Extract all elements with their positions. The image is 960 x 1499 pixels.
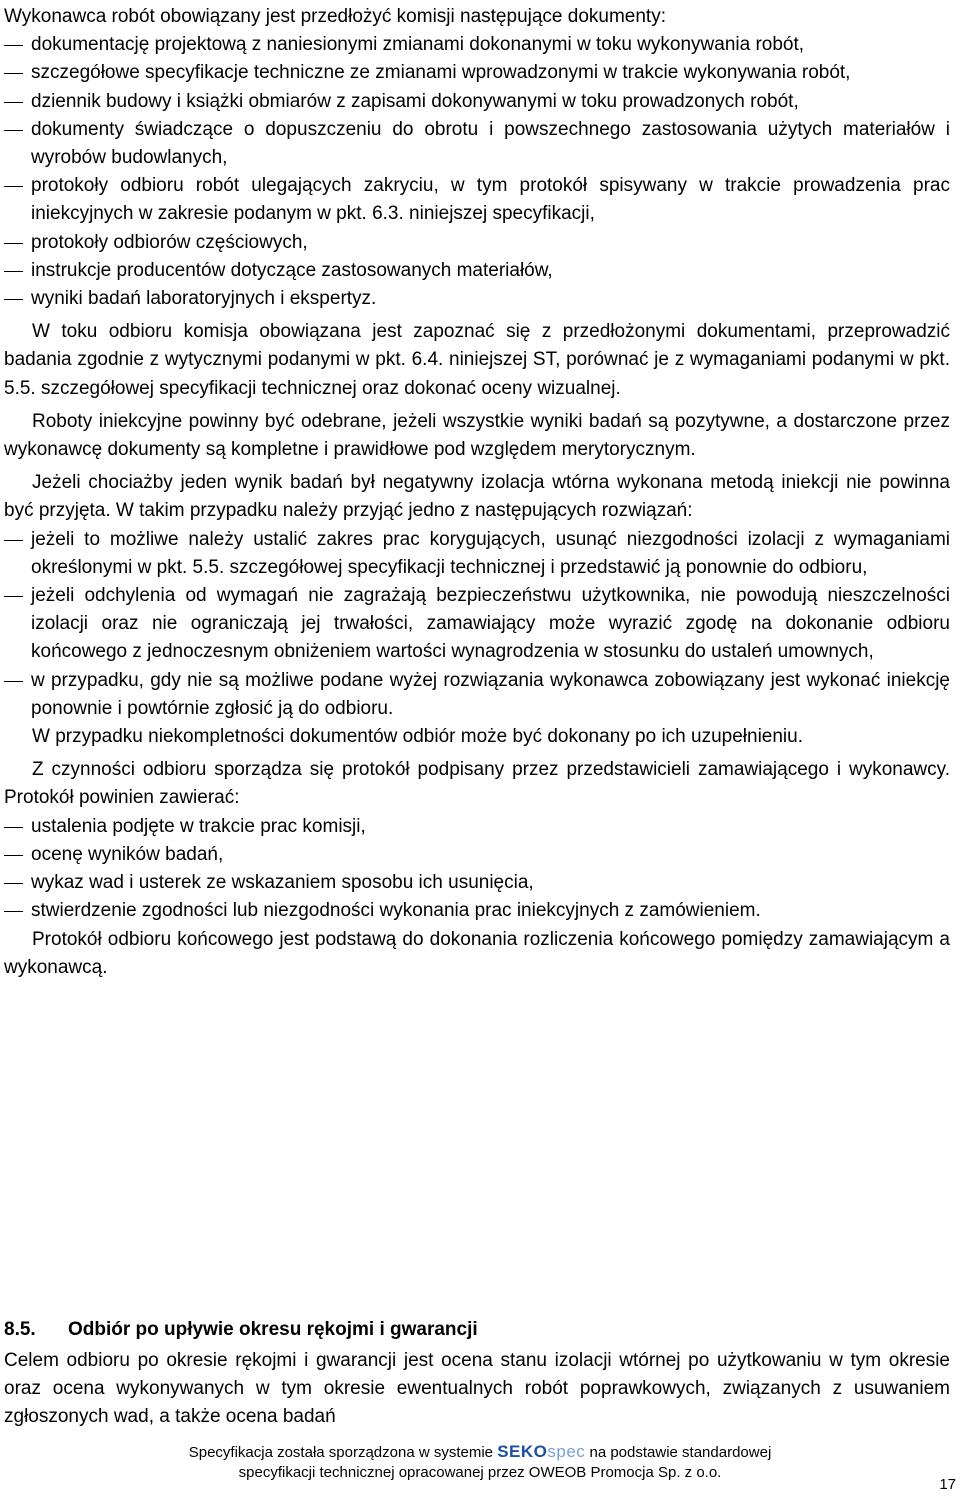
section-heading bbox=[4, 1316, 950, 1344]
incomplete-paragraph: W przypadku niekompletności dokumentów odbiór może być dokonany po ich uzupełnieniu. bbox=[32, 726, 803, 748]
list-item: protokoły odbiorów częściowych, bbox=[4, 229, 950, 257]
section-text: Celem odbioru po okresie rękojmi i gwarancji jest ocena stanu izolacji wtórnej po użytkowaniu w tym okresie oraz ocena wykonywanych w tym okresie ewentualnych robót poprawkowych, związanych z usuwaniem zgłoszonych wad, a także ocena badań bbox=[4, 1350, 950, 1428]
protocol-paragraph: Z czynności odbioru sporządza się protokół podpisany przez przedstawicieli zamawiającego i wykonawcy. Protokół powinien zawierać: bbox=[4, 759, 950, 809]
basis-paragraph: Protokół odbioru końcowego jest podstawą do dokonania rozliczenia końcowego pomiędzy zamawiającym a wykonawcą. bbox=[4, 928, 950, 978]
footer-text-before: Specyfikacja została sporządzona w systemie bbox=[188, 1444, 494, 1461]
sekospec-logo: SEKOspec bbox=[497, 1442, 586, 1461]
acceptance-paragraph: Roboty iniekcyjne powinny być odebrane, jeżeli wszystkie wyniki badań są pozytywne, a dostarczone przez wykonawcę dokumenty są kompletne i prawidłowe pod względem merytorycznym. bbox=[4, 410, 950, 461]
section-title: Odbiór po upływie okresu rękojmi i gwarancji bbox=[68, 1319, 478, 1340]
protocol-items-list bbox=[4, 813, 950, 926]
list-item: jeżeli to możliwe należy ustalić zakres prac korygujących, usunąć niezgodności izolacji z wymaganiami określonymi w pkt. 5.5. szczegółowej specyfikacji technicznej i przedstawić ją ponownie do odbioru, bbox=[4, 526, 950, 582]
commission-paragraph: W toku odbioru komisja obowiązana jest zapoznać się z przedłożonymi dokumentami, przeprowadzić badania zgodnie z wytycznymi podanymi w pkt. 6.4. niniejszej ST, porównać je z wymaganiami podanymi w pkt. 5.5. szczegółowej specyfikacji technicznej oraz dokonać oceny wizualnej. bbox=[4, 321, 950, 399]
solutions-list bbox=[4, 526, 950, 723]
list-item: wyniki badań laboratoryjnych i ekspertyz. bbox=[4, 285, 950, 313]
list-item: dziennik budowy i książki obmiarów z zapisami dokonywanymi w toku prowadzonych robót, bbox=[4, 88, 950, 116]
page-footer bbox=[0, 1442, 960, 1483]
footer-line-1 bbox=[0, 1442, 960, 1463]
list-item: protokoły odbioru robót ulegających zakryciu, w tym protokół spisywany w trakcie prowadzenia prac iniekcyjnych w zakresie podanym w pkt. 6.3. niniejszej specyfikacji, bbox=[4, 172, 950, 228]
section-number: 8.5. bbox=[4, 1319, 36, 1340]
list-item: dokumenty świadczące o dopuszczeniu do obrotu i powszechnego zastosowania użytych materiałów i wyrobów budowlanych, bbox=[4, 116, 950, 172]
list-item: w przypadku, gdy nie są możliwe podane wyżej rozwiązania wykonawca zobowiązany jest wykonać iniekcję ponownie i powtórnie zgłosić ją do odbioru. bbox=[4, 667, 950, 723]
list-item: szczegółowe specyfikacje techniczne ze zmianami wprowadzonymi w trakcie wykonywania robót, bbox=[4, 59, 950, 87]
negative-result-paragraph: Jeżeli chociażby jeden wynik badań był negatywny izolacja wtórna wykonana metodą iniekcji nie powinna być przyjęta. W takim przypadku należy przyjąć jedno z następujących rozwiązań: bbox=[4, 472, 950, 522]
list-item: jeżeli odchylenia od wymagań nie zagrażają bezpieczeństwu użytkownika, nie powodują nieszczelności izolacji oraz nie ograniczają jej trwałości, zamawiający może wyrazić zgodę na dokonanie odbioru końcowego z jednoczesnym obniżeniem wartości wynagrodzenia w stosunku do ustaleń umownych, bbox=[4, 582, 950, 667]
page-number: 17 bbox=[939, 1476, 956, 1493]
intro-text: Wykonawca robót obowiązany jest przedłożyć komisji następujące dokumenty: bbox=[4, 6, 666, 27]
list-item: ocenę wyników badań, bbox=[4, 841, 950, 869]
list-item: wykaz wad i usterek ze wskazaniem sposobu ich usunięcia, bbox=[4, 869, 950, 897]
documents-list bbox=[4, 31, 950, 313]
list-item: instrukcje producentów dotyczące zastosowanych materiałów, bbox=[4, 257, 950, 285]
documents-intro bbox=[4, 3, 950, 982]
list-item: ustalenia podjęte w trakcie prac komisji, bbox=[4, 813, 950, 841]
list-item: dokumentację projektową z naniesionymi zmianami dokonanymi w toku wykonywania robót, bbox=[4, 31, 950, 59]
footer-line-2: specyfikacji technicznej opracowanej przez OWEOB Promocja Sp. z o.o. bbox=[238, 1464, 722, 1481]
list-item: stwierdzenie zgodności lub niezgodności wykonania prac iniekcyjnych z zamówieniem. bbox=[4, 897, 950, 925]
footer-text-after: na podstawie standardowej bbox=[589, 1444, 772, 1461]
